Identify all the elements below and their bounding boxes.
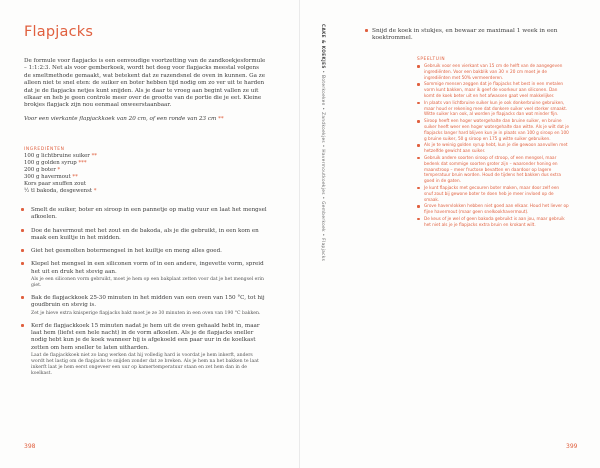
- ingredient-item: [24, 153, 164, 160]
- ingredient-text: 300 g havermout: [24, 174, 71, 181]
- method-step: [372, 28, 572, 43]
- step-text: Doe de havermout met het zout en de bakoda, als je die gebruikt, in een kom en maak een kuiltje in het midden.: [31, 227, 259, 241]
- step-bullet-icon: [21, 208, 24, 211]
- ingredient-stars: ***: [78, 160, 87, 167]
- tip-bullet-icon: [417, 187, 420, 190]
- tip-item: [417, 155, 569, 184]
- step-bullet-icon: [21, 296, 24, 299]
- running-head-text: [321, 24, 326, 261]
- intro-paragraph: De formule voor flapjacks is een eenvoudige voortzetting van de zandkoekjesformule – 1:1:2:3. Net als voor gemberkoek, wordt het deeg voor flapjacks meestal volgens de smeltmethode gemaakt, wat betekent dat ze razendsnel de oven in kunnen. Ga ze alleen niet te snel eten: de suiker en boter hebben tijd nodig om zo ver uit te harden dat je de flapjacks netjes kunt snijden. Als je daar te vroeg aan begint vallen ze uit elkaar en heb je geen controle meer over de grootte van de portie die je eet. Kleine brokjes flapjack zijn nou eenmaal onweerstaanbaar.: [24, 58, 266, 109]
- method-steps: [21, 207, 267, 383]
- page-number-left: 398: [24, 443, 36, 450]
- ingredient-stars: *: [93, 188, 97, 195]
- step-note: Als je een siliconen vorm gebruikt, moet je hem op een bakplaat zetten voor dat je het mengsel erin giet.: [31, 277, 264, 289]
- step-bullet-icon: [21, 249, 24, 252]
- step-text: Giet het gesmolten botermengsel in het kuiltje en meng alles goed.: [31, 248, 222, 255]
- method-step: [21, 228, 267, 243]
- tip-item: [417, 142, 569, 154]
- tip-bullet-icon: [417, 205, 420, 208]
- ingredient-stars: **: [72, 174, 78, 181]
- method-step: [21, 207, 267, 222]
- ingredients-list: [24, 153, 164, 196]
- ingredient-item: [24, 174, 164, 181]
- step-note: Zet je hieve extra knisperige flapjacks bakt moet je ze 30 minuten in een oven van 190 °C bakken.: [31, 310, 261, 316]
- ingredient-text: 100 g lichtbruine suiker: [24, 153, 90, 159]
- ingredients-heading: INGREDIËNTEN: [24, 147, 65, 152]
- tip-text: Sommige mensen zeggen dat je flapjacks het best in een metalen vorm kunt bakken, maar ik geef de voorkeur aan siliconen. Dan komt de koek beter uit en het afwassen gaat veel makkelijker.: [424, 81, 564, 98]
- tips-heading: SPEELTUIN: [417, 57, 446, 62]
- step-text: Smelt de suiker, boter en siroop in een pannetje op matig vuur en laat het mengsel afkoelen.: [31, 207, 267, 221]
- tip-text: Als je te weinig golden syrup hebt, kun je die gewoon aanvullen met hetzelfde gewicht aan suiker.: [424, 142, 568, 154]
- method-step: [21, 323, 267, 377]
- tip-text: Gebruik andere soorten siroop of stroop, of een mengsel, maar bedenk dat sommige soorten groter zijn – waaronder honing en maanstroop – meer fructose bevatten en daardoor op lagere temperatuur bruin worden. Houd de tijdens het bakken dus extra goed in de gaten.: [424, 154, 561, 184]
- tips-list: [417, 63, 569, 229]
- tip-text: Grove havervlokken hebben niet goed aan elkaar. Houd het liever op fijne havermout (maar geen snelkookhavermout).: [424, 203, 569, 215]
- step-bullet-icon: [365, 29, 368, 32]
- running-head-topics: • Boterkoeken • Zandkoekjes • Havermoutkoekjes • Gemberkoek • Flapjacks: [321, 68, 326, 262]
- tip-bullet-icon: [417, 83, 420, 86]
- ingredient-stars: *: [57, 167, 61, 174]
- ingredient-text: ½ tl bakoda, desgewenst: [24, 188, 93, 195]
- tip-item: [417, 81, 569, 98]
- tip-text: De keus of je wel of geen bakoda gebruikt is aan jou, maar gebruik het niet als je je flapjacks extra bruin en krokant wilt.: [424, 215, 565, 227]
- ingredient-stars: **: [91, 153, 97, 159]
- step-text: Bak de flapjackkoek 25-30 minuten in het midden van een oven van 150 °C, tot hij goudbruin en stevig is.: [31, 295, 265, 309]
- tip-item: [417, 100, 569, 117]
- tip-item: [417, 185, 569, 202]
- step-text: Kerf de flapjackkoek 15 minuten nadat je hem uit de oven gehaald hebt in, maar laat hem (liefst een hele nacht) in de vorm afkoelen. Als je de flapjacks sneller nodig hebt kun je de koek wanneer hij is afgekoeld een paar uur in de koelkast zetten om hem sneller te laten uitharden.: [31, 322, 260, 351]
- ingredient-item: [24, 188, 164, 195]
- step-note: Laat de flapjackkoek niet zo lang werken dat hij volledig hard is voordat je hem inkerft, anders wordt het lastig om de flapjacks te snijden zonder dat ze breken. Als je hem na het bakken te laat inkerft laat je hem eerst ongeveer een uur op kamertemperatuur staan en zet hem dan in de koelkast.: [31, 352, 259, 376]
- tip-text: In plaats van lichtbruine suiker kun je ook donkerbruine gebruiken, maar houd er rekening mee dat donkere suiker veel sterker smaakt. Witte suiker kan ook, al worden je flapjacks dan wat minder fijn.: [424, 99, 568, 117]
- method-step: [21, 248, 267, 255]
- tip-item: [417, 216, 569, 228]
- tip-bullet-icon: [417, 144, 420, 147]
- tip-bullet-icon: [417, 102, 420, 105]
- tip-bullet-icon: [417, 218, 420, 221]
- tip-item: [417, 63, 569, 80]
- tip-bullet-icon: [417, 157, 420, 160]
- tip-item: [417, 203, 569, 215]
- step-text: Klepel het mengsel in een siliconen vorm of in een andere, ingevette vorm, spreid het uit en druk het stevig aan.: [31, 261, 264, 275]
- tip-item: [417, 118, 569, 141]
- ingredient-item: [24, 167, 164, 174]
- step-text: Snijd de koek in stukjes, en bewaar ze maximaal 1 week in een koektrommel.: [372, 28, 558, 42]
- tip-text: Siroop heeft een hoger watergehalte dan bruine suiker, en bruine suiker heeft weer een hoger watergehalte dan witte. Als je wilt dat je flapjacks langer hard blijven kun je in plaats van 100 g siroop en 100 g bruine suiker, 50 g siroop en 175 g witte suiker gebruiken.: [424, 118, 569, 141]
- tip-text: Gebruik voor een vierkant van 15 cm de helft van de aangegeven ingrediënten. Voor een bakblik van 30 × 20 cm moet je de ingrediënten met 50% vermeerderen.: [424, 63, 563, 80]
- ingredient-item: [24, 160, 164, 167]
- intro-text: [24, 58, 266, 129]
- ingredient-text: Kors paar snuffen zout: [24, 181, 86, 188]
- tip-text: Je kunt flapjacks met gecouren boter maken, maar door zelf een snuf zout bij gewone boter te doen heb je meer invloed op de smaak.: [424, 184, 560, 202]
- method-step: [21, 261, 267, 289]
- page-number-right: 399: [566, 443, 578, 450]
- step-bullet-icon: [21, 229, 24, 232]
- ingredient-text: 100 g golden syrup: [24, 160, 77, 167]
- tip-bullet-icon: [417, 65, 420, 68]
- yield-note: [24, 116, 266, 123]
- method-step: [21, 295, 267, 317]
- running-head: [318, 24, 326, 324]
- ingredient-text: 200 g boter: [24, 167, 56, 174]
- running-head-section: CAKE & KOEKJES: [321, 24, 326, 69]
- yield-note-stars: **: [218, 115, 224, 122]
- step-bullet-icon: [21, 324, 24, 327]
- tip-bullet-icon: [417, 120, 420, 123]
- step-bullet-icon: [21, 262, 24, 265]
- recipe-title: Flapjacks: [24, 24, 94, 40]
- yield-note-text: Voor een vierkante flapjackkoek van 20 cm, of een ronde van 23 cm: [24, 115, 217, 122]
